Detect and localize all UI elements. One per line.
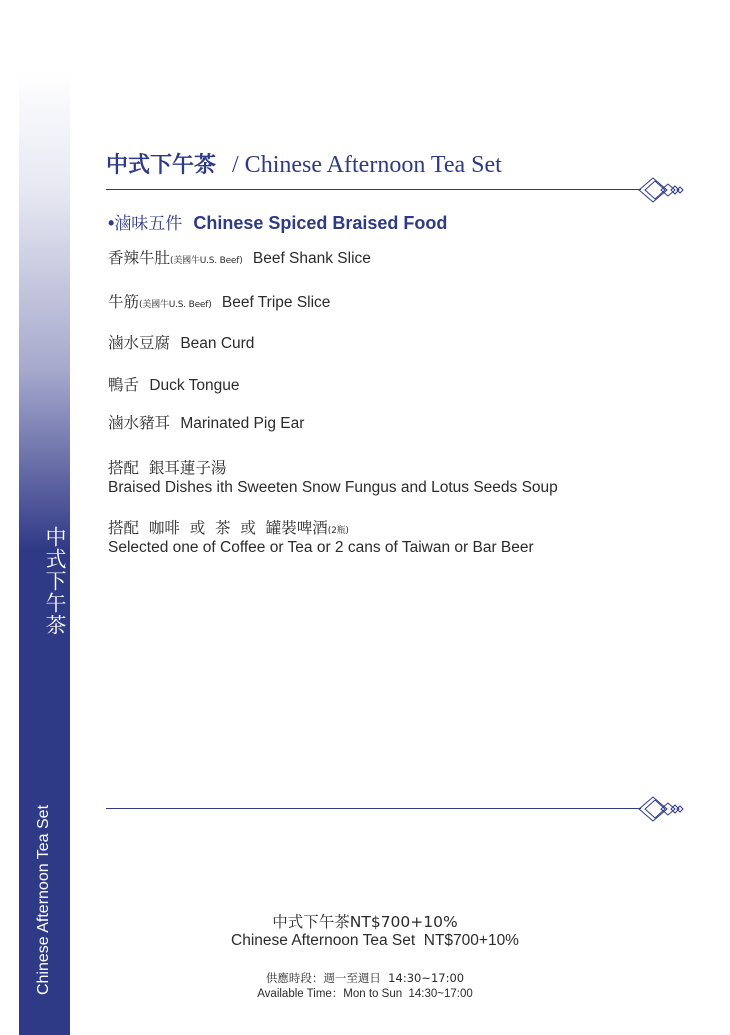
menu-item-cn: 滷水豬耳 xyxy=(108,414,171,432)
available-time-cn: 供應時段：週一至週日 14:30~17:00 xyxy=(265,971,465,985)
available-time-en: Available Time：Mon to Sun 14:30~17:00 xyxy=(257,988,473,1000)
bullet: • xyxy=(108,213,115,233)
menu-item-en: Duck Tongue xyxy=(149,377,240,394)
menu-item-cn: 牛筋 xyxy=(108,293,140,311)
side-banner xyxy=(19,70,70,1035)
pairing-soup-en: Braised Dishes ith Sweeten Snow Fungus and Lotus Seeds Soup xyxy=(108,479,558,496)
pairing-drink-note: (2瓶) xyxy=(327,526,349,536)
side-banner-title-en: Chinese Afternoon Tea Set xyxy=(35,804,52,996)
menu-item-cn: 鴨舌 xyxy=(108,376,140,394)
top-divider xyxy=(106,189,641,190)
menu-item-cn: 香辣牛肚 xyxy=(108,249,171,267)
menu-item-en: Bean Curd xyxy=(180,335,255,352)
section-heading xyxy=(108,209,447,234)
menu-item xyxy=(108,246,371,268)
page-title-en: / Chinese Afternoon Tea Set xyxy=(232,152,502,178)
menu-item xyxy=(108,411,304,433)
diamond-ornament-icon xyxy=(637,795,685,823)
section-heading-en: Chinese Spiced Braised Food xyxy=(193,213,448,233)
menu-item-cn: 滷水豆腐 xyxy=(108,334,171,352)
menu-item xyxy=(108,373,240,395)
diamond-ornament-icon xyxy=(637,176,685,204)
price-en: Chinese Afternoon Tea Set NT$700+10% xyxy=(231,932,519,949)
price-cn: 中式下午茶NT$700+10% xyxy=(272,913,458,931)
page-title-cn: 中式下午茶 xyxy=(106,153,217,178)
pairing-drink xyxy=(108,516,534,557)
menu-item-note: (美國牛U.S. Beef) xyxy=(139,300,212,310)
page-title xyxy=(106,148,502,179)
side-banner-title-cn: 中式下午茶 xyxy=(43,526,67,636)
menu-item-en: Beef Shank Slice xyxy=(252,250,371,267)
pairing-soup-cn: 搭配 銀耳蓮子湯 xyxy=(108,459,227,477)
menu-item xyxy=(108,290,330,312)
pairing-soup xyxy=(108,456,558,497)
menu-item xyxy=(108,331,254,353)
bottom-divider xyxy=(106,808,641,809)
section-heading-cn: 滷味五件 xyxy=(114,214,183,234)
menu-item-note: (美國牛U.S. Beef) xyxy=(170,256,243,266)
pairing-drink-cn: 搭配 咖啡 或 茶 或 罐裝啤酒 xyxy=(108,519,328,537)
menu-item-en: Beef Tripe Slice xyxy=(221,294,331,311)
menu-item-en: Marinated Pig Ear xyxy=(180,415,305,432)
pairing-drink-en: Selected one of Coffee or Tea or 2 cans of Taiwan or Bar Beer xyxy=(108,539,534,556)
